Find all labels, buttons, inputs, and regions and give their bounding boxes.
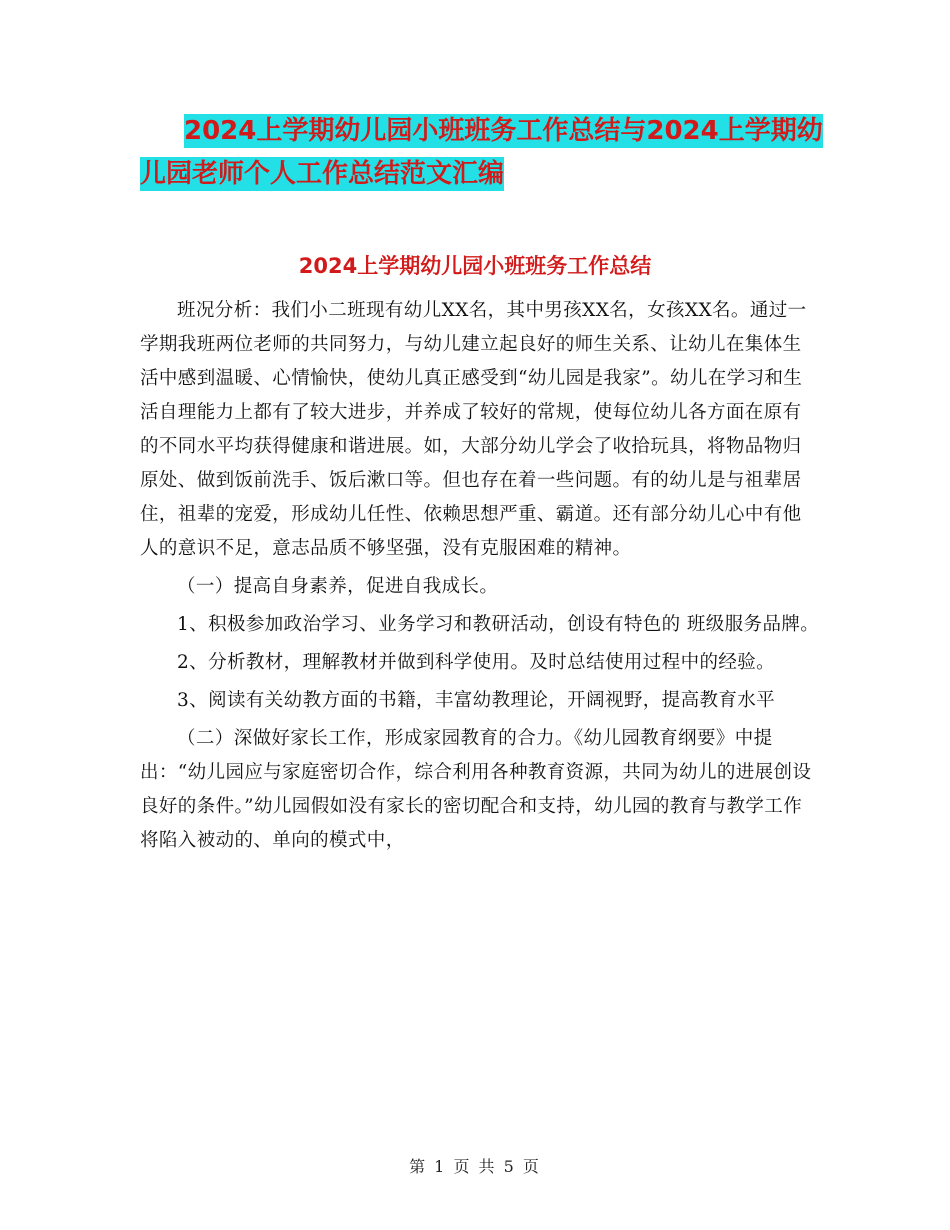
paragraph-heading-1: （一）提高自身素养，促进自我成长。: [177, 576, 499, 597]
paragraph-item-1: 1、积极参加政治学习、业务学习和教研活动，创设有特色的 班级服务品牌。: [177, 614, 820, 635]
document-body: [140, 294, 820, 862]
document-title-line-2: 儿园老师个人工作总结范文汇编: [140, 159, 505, 189]
document-title: [140, 110, 840, 196]
section-title: 2024上学期幼儿园小班班务工作总结: [298, 254, 652, 278]
paragraph-item-3: 3、阅读有关幼教方面的书籍，丰富幼教理论，开阔视野，提高教育水平: [177, 690, 776, 711]
document-title-line-1: 2024上学期幼儿园小班班务工作总结与2024上学期幼: [184, 116, 823, 146]
paragraph-heading-2: （二）深做好家长工作，形成家园教育的合力。《幼儿园教育纲要》中提出：“幼儿园应与家庭密切合作，综合利用各种教育资源，共同为幼儿的进展创设良好的条件。”幼儿园假如没有家长的密切配合和支持，幼儿园的教育与教学工作将陷入被动的、单向的模式中，: [140, 728, 812, 851]
paragraph-item-2: 2、分析教材，理解教材并做到科学使用。及时总结使用过程中的经验。: [177, 652, 776, 673]
paragraph-class-analysis: 班况分析：我们小二班现有幼儿XX名，其中男孩XX名，女孩XX名。通过一学期我班两位老师的共同努力，与幼儿建立起良好的师生关系、让幼儿在集体生活中感到温暖、心情愉快，使幼儿真正感受到“幼儿园是我家”。幼儿在学习和生活自理能力上都有了较大进步，并养成了较好的常规，使每位幼儿各方面在原有的不同水平均获得健康和谐进展。如，大部分幼儿学会了收拾玩具，将物品物归原处、做到饭前洗手、饭后漱口等。但也存在着一些问题。有的幼儿是与祖辈居住，祖辈的宠爱，形成幼儿任性、依赖思想严重、霸道。还有部分幼儿心中有他人的意识不足，意志品质不够坚强，没有克服困难的精神。: [140, 300, 807, 559]
page-footer: 第 1 页 共 5 页: [409, 1157, 541, 1176]
